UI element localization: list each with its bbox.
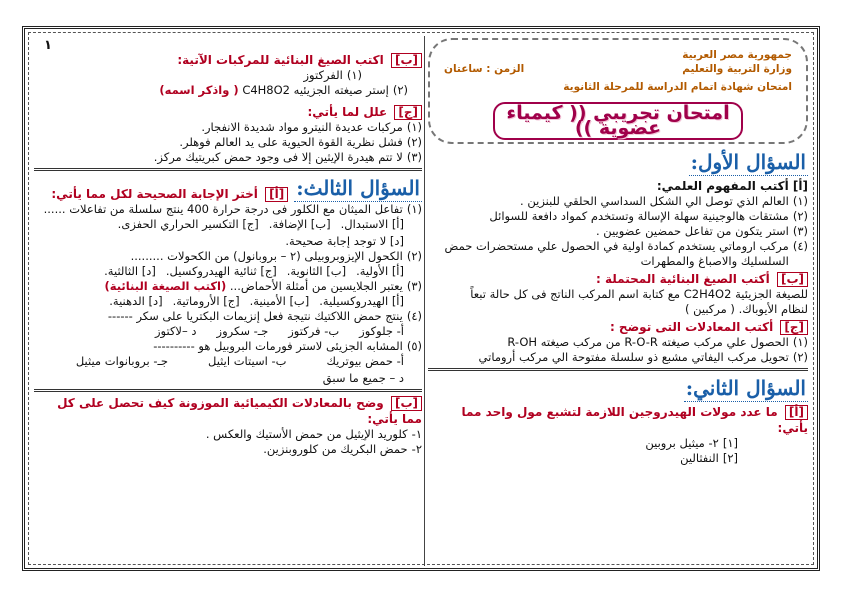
list-item: [١] ٢- ميثيل بروبين xyxy=(645,436,738,450)
choice-list xyxy=(34,324,422,339)
list-item: (٢) تحويل مركب اليفاتي مشبع ذو سلسلة مفتوحة الي مركب أروماتي xyxy=(478,350,808,364)
list-item: (٣) استر يتكون من تفاعل حمضين عضويين . xyxy=(596,224,808,238)
right-column xyxy=(428,36,808,466)
choice-option: [أ] الهيدروكسيلية. xyxy=(319,294,404,308)
q1-title: السؤال الأول: xyxy=(690,150,806,174)
list-item: ٢- حمض البكريك من كلوروبنزين. xyxy=(263,442,422,456)
list-item: (٢) فشل نظرية القوة الحيوية على يد العالم فوهلر. xyxy=(179,135,422,149)
header-ministry: وزارة التربية والتعليم xyxy=(682,63,792,75)
choice-option: د – جميع ما سبق xyxy=(322,371,404,385)
choice-option: [ج] ثنائية الهيدروكسيل. xyxy=(165,264,277,278)
choice-list xyxy=(34,264,422,279)
divider xyxy=(34,168,422,171)
choice-option: ب- فركتوز xyxy=(288,324,340,338)
list-item: (١) الحصول علي مركب صيغته R-O-R من مركب صيغته R-OH xyxy=(507,335,808,349)
choice-option: أ- جلوكوز xyxy=(359,324,404,338)
choice-list xyxy=(34,354,422,386)
list-item: [٢] النفثالين xyxy=(680,451,738,465)
choice-option: [ب] الثانوية. xyxy=(286,264,347,278)
q2-title: السؤال الثاني: xyxy=(685,376,806,400)
choice-option: [أ] الاستبدال. xyxy=(340,217,404,231)
list-item: (١) مركبات عديدة النيترو مواد شديدة الانفجار. xyxy=(201,120,422,134)
question-item: (١) تفاعل الميثان مع الكلور فى درجة حرارة 400 ينتج سلسلة من تفاعلات ...... xyxy=(43,202,422,216)
choice-option: [د] الدهنية. xyxy=(109,294,163,308)
column-divider xyxy=(424,36,425,566)
q1-a-list xyxy=(428,194,808,269)
list-item: (١) الفركتوز xyxy=(303,68,362,82)
divider xyxy=(428,368,808,371)
choice-option: [ج] الأروماتية. xyxy=(172,294,240,308)
choice-option: جـ- سكروز xyxy=(216,324,269,338)
header-time: الزمن : ساعتان xyxy=(444,63,525,75)
choice-list xyxy=(34,294,422,309)
q2-c-heading: [ج] علل لما يأتي: xyxy=(34,104,422,120)
q3-a-heading: [أ] أختر الإجابة الصحيحة لكل مما يأتي: xyxy=(51,186,288,202)
question-item: (٤) ينتج حمض اللاكتيك نتيجة فعل إنزيمات البكتريا على سكر ------ xyxy=(107,309,422,323)
exam-header xyxy=(428,38,808,144)
q3-title: السؤال الثالث: xyxy=(296,176,420,200)
list-item: ١- كلوريد الإيثيل من حمض الأستيك والعكس . xyxy=(205,427,422,441)
q1-b-text-2: لنظام الأيوباك. ( مركبين ) xyxy=(684,302,808,316)
choice-option: د –لاكتوز xyxy=(154,324,197,338)
q2-a-heading: [أ] ما عدد مولات الهيدروجين اللازمة لتشبع مول واحد مما يأتي: xyxy=(461,405,808,435)
choice-option: [د] لا توجد إجابة صحيحة. xyxy=(285,234,404,248)
choice-option: ب- اسيتات ايثيل xyxy=(208,354,287,368)
page-number: ١ xyxy=(44,38,52,53)
choice-option: [ج] التكسير الحراري الحفزى. xyxy=(117,217,259,231)
q1-a-heading: [أ] أكتب المفهوم العلمي: xyxy=(656,179,808,193)
exam-title: امتحان تجريبي (( كيمياء عضوية )) xyxy=(493,102,743,140)
q3-b-heading: [ب] وضح بالمعادلات الكيميائية الموزونة كيف تحصل على كل مما يأتي: xyxy=(57,396,422,426)
question-item: (٣) يعتبر الجلايسين من أمثلة الأحماض... (اكتب الصيغة البنائية) xyxy=(104,279,422,293)
choice-option: [ب] الإضافة. xyxy=(268,217,331,231)
choice-list xyxy=(34,217,422,249)
divider xyxy=(34,389,422,392)
list-item: (٣) لا تتم هيدرة الإيثين إلا فى وجود حمض كبريتيك مركز. xyxy=(153,150,422,164)
list-item: (٢) إستر صيغته الجزيئيه C4H8O2 ( واذكر اسمه) xyxy=(159,83,408,97)
choice-option: [أ] الأولية. xyxy=(356,264,404,278)
question-item: (٢) الكحول الإيزوبروبيلى (٢ – بروبانول) من الكحولات ......... xyxy=(130,249,422,263)
list-item: (١) العالم الذي توصل الي الشكل السداسي الحلقي للبنزين . xyxy=(520,194,808,208)
q1-b-text-1: للصيغة الجزيئية C2H4O2 مع كتابة اسم المركب الناتج فى كل حالة تبعاً xyxy=(470,287,808,301)
list-item: (٤) مركب اروماتي يستخدم كمادة اولية في الحصول علي مستحضرات حمض السلسليك والاصباغ والمطهرات xyxy=(444,239,808,268)
q2-b-heading: [ب] اكتب الصيغ البنائية للمركبات الآتية: xyxy=(34,52,422,68)
question-item: (٥) المشابه الجزيئى لاستر فورمات البروبيل هو ---------- xyxy=(153,339,422,353)
q1-b-heading: [ب] أكتب الصيغ البنائية المحتملة : xyxy=(428,271,808,287)
left-column xyxy=(34,36,422,457)
choice-option: أ- حمض بيوتريك xyxy=(326,354,404,368)
choice-option: جـ- بروبانوات ميثيل xyxy=(75,354,168,368)
q1-c-heading: [ج] أكتب المعادلات التى توضح : xyxy=(428,319,808,335)
list-item: (٢) مشتقات هالوجينية سهلة الإسالة وتستخدم كمواد دافعة للسوائل xyxy=(489,209,808,223)
header-exam-name: امتحان شهادة اتمام الدراسة للمرحلة الثانوية xyxy=(563,81,792,93)
choice-option: [د] الثالثية. xyxy=(104,264,156,278)
choice-option: [ب] الأمينية. xyxy=(249,294,310,308)
header-country: جمهورية مصر العربية xyxy=(682,49,792,61)
